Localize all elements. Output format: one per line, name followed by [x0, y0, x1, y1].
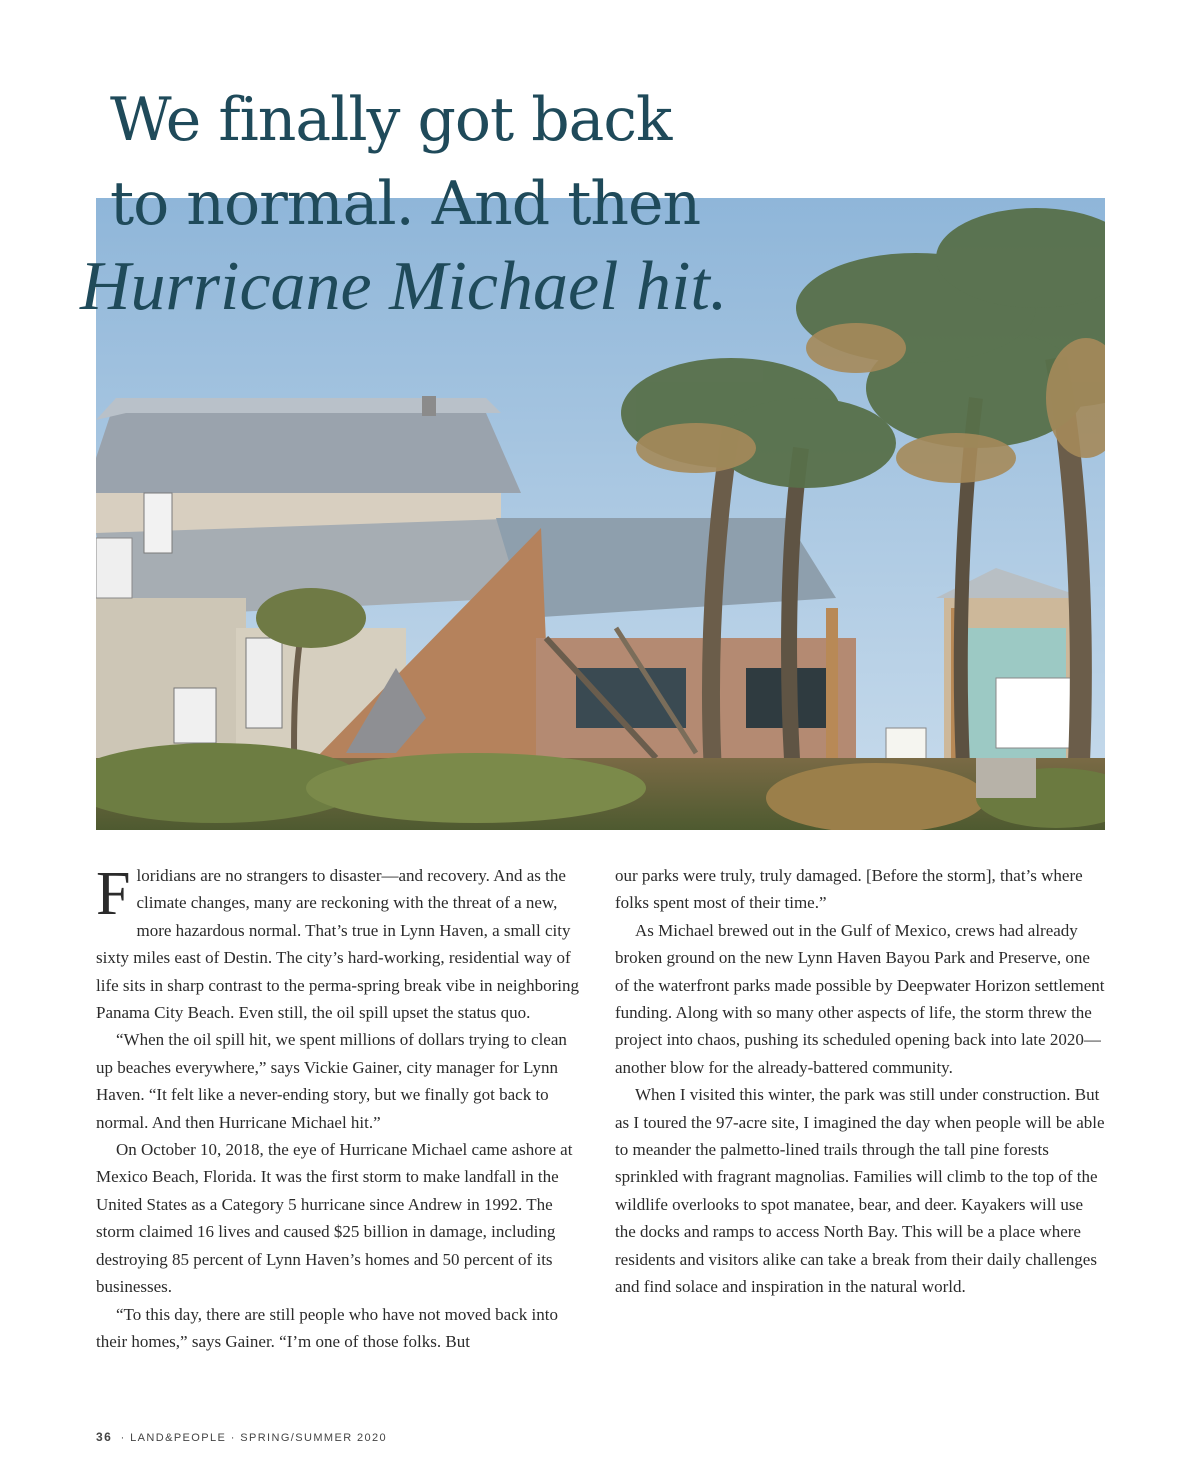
publication-info: · LAND&PEOPLE · SPRING/SUMMER 2020 — [120, 1432, 388, 1444]
paragraph-text: loridians are no strangers to disaster—and recovery. And as the climate changes, many are reckoning with the threat of a new, more hazardous normal. That’s true in Lynn Haven, a small city sixty miles east of Destin. The city’s hard-working, residential way of life sits in sharp contrast to the perma-spring break vibe in neighboring Panama City Beach. Even still, the oil spill upset the status quo. — [96, 866, 579, 1023]
page-number: 36 — [96, 1430, 113, 1444]
paragraph: “To this day, there are still people who have not moved back into their homes,” says Gainer. “I’m one of those folks. But — [96, 1304, 558, 1351]
body-column-left — [96, 862, 586, 1355]
body-column-right — [615, 862, 1105, 1301]
headline-line-3-script: Hurricane Michael hit. — [80, 248, 728, 325]
page-footer — [96, 1430, 387, 1444]
headline — [80, 78, 870, 328]
headline-line-1: We finally got back — [110, 85, 672, 155]
paragraph: When I visited this winter, the park was still under construction. But as I toured the 97-acre site, I imagined the day when people will be able to meander the palmetto-lined trails through the tall pine forests sprinkled with fragrant magnolias. Families will climb to the top of the wildlife overlooks to spot manatee, bear, and deer. Kayakers will use the docks and ramps to access North Bay. This will be a place where residents and visitors alike can take a break from their daily challenges and find solace and inspiration in the natural world. — [615, 1085, 1105, 1297]
paragraph — [96, 862, 586, 1026]
paragraph: our parks were truly, truly damaged. [Before the storm], that’s where folks spent most of their time.” — [615, 866, 1083, 913]
paragraph: “When the oil spill hit, we spent millions of dollars trying to clean up beaches everywhere,” says Vickie Gainer, city manager for Lynn Haven. “It felt like a never-ending story, but we finally got back to normal. And then Hurricane Michael hit.” — [96, 1030, 567, 1132]
paragraph: On October 10, 2018, the eye of Hurricane Michael came ashore at Mexico Beach, Florida. It was the first storm to make landfall in the United States as a Category 5 hurricane since Andrew in 1992. The storm claimed 16 lives and caused $25 billion in damage, including destroying 85 percent of Lynn Haven’s homes and 50 percent of its businesses. — [96, 1140, 573, 1297]
drop-cap: F — [96, 860, 131, 928]
headline-line-2: to normal. And then — [110, 169, 701, 239]
paragraph: As Michael brewed out in the Gulf of Mexico, crews had already broken ground on the new Lynn Haven Bayou Park and Preserve, one of the waterfront parks made possible by Deepwater Horizon settlement funding. Along with so many other aspects of life, the storm threw the project into chaos, pushing its scheduled opening back into late 2020—another blow for the already-battered community. — [615, 920, 1105, 1077]
